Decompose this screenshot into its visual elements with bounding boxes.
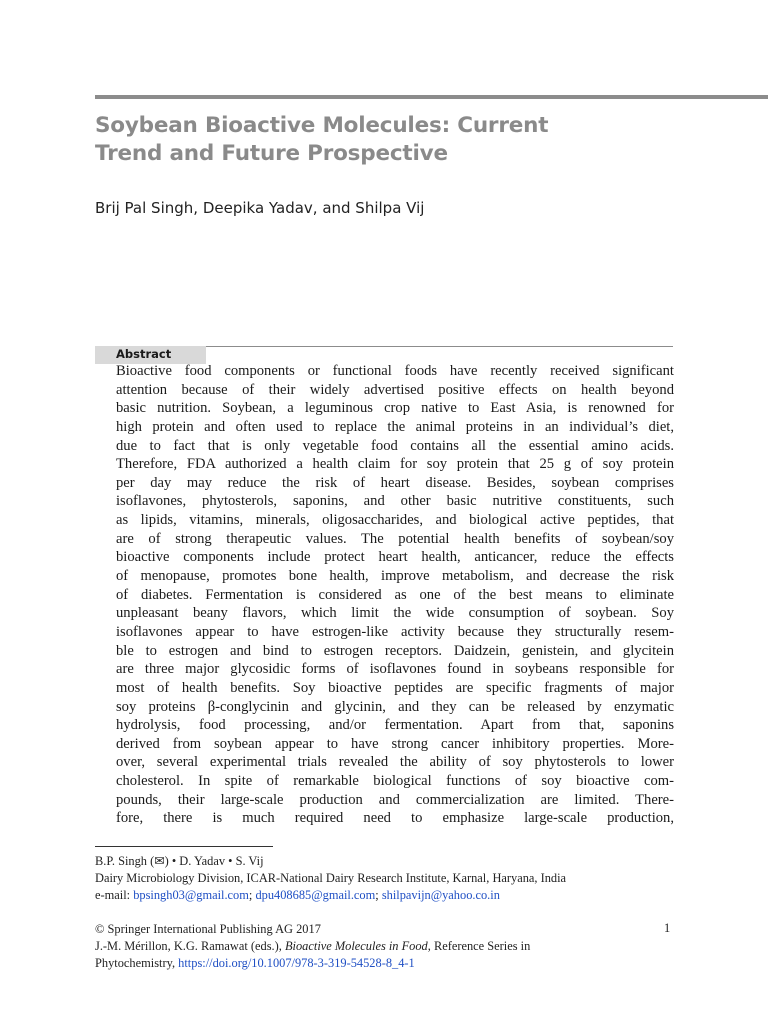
abstract-line: most of health benefits. Soy bioactive peptides are specific fragments of major <box>116 679 674 696</box>
page-number: 1 <box>664 921 671 935</box>
abstract-line: attention because of their widely advertised positive effects on health beyond <box>116 381 674 398</box>
doi-link[interactable]: https://doi.org/10.1007/978-3-319-54528-8_4-1 <box>178 956 415 970</box>
footnote-names: B.P. Singh (✉) • D. Yadav • S. Vij <box>95 854 264 868</box>
abstract-line: isoflavones, phytosterols, saponins, and other basic nutritive constituents, such <box>116 493 674 510</box>
footnote-emails <box>95 887 566 904</box>
author-footnote <box>95 853 566 904</box>
title-line-2: Trend and Future Prospective <box>95 141 448 166</box>
abstract-line: isoflavones appear to have estrogen-like activity because they structurally resem- <box>116 623 674 640</box>
top-rule <box>95 95 768 99</box>
abstract-line: over, several experimental trials revealed the ability of soy phytosterols to lower <box>116 754 674 771</box>
email-sep-2: ; <box>375 888 382 902</box>
abstract-line: as lipids, vitamins, minerals, oligosaccharides, and biological active peptides, that <box>116 512 674 529</box>
abstract-line: Bioactive food components or functional foods have recently received significant <box>116 363 674 379</box>
email-link-2[interactable]: dpu408685@gmail.com <box>255 888 376 902</box>
footnote-affiliation: Dairy Microbiology Division, ICAR-National Dairy Research Institute, Karnal, Haryana, India <box>95 871 567 885</box>
abstract-line: hydrolysis, food processing, and/or fermentation. Apart from that, saponins <box>116 717 674 734</box>
abstract-line: are of strong therapeutic values. The potential health benefits of soybean/soy <box>116 530 674 547</box>
abstract-line: ble to estrogen and bind to estrogen receptors. Daidzein, genistein, and glycitein <box>116 642 674 659</box>
series-name: Phytochemistry, <box>95 956 179 970</box>
authors: Brij Pal Singh, Deepika Yadav, and Shilpa Vij <box>95 199 425 217</box>
editors: J.-M. Mérillon, K.G. Ramawat (eds.), <box>95 939 285 953</box>
title-line-1: Soybean Bioactive Molecules: Current <box>95 113 549 138</box>
book-title: Bioactive Molecules in Food <box>284 939 428 953</box>
abstract-line: high protein and often used to replace the animal proteins in an individual’s diet, <box>116 418 674 435</box>
abstract-line: soy proteins β-conglycinin and glycinin, and they can be released by enzymatic <box>116 698 674 715</box>
citation-line-1 <box>95 938 530 955</box>
series-suffix: , Reference Series in <box>427 939 531 953</box>
abstract-line: due to fact that is only vegetable food contains all the essential amino acids. <box>116 437 674 454</box>
chapter-title <box>95 112 655 168</box>
email-sep-1: ; <box>248 888 256 902</box>
citation-line-2 <box>95 955 530 972</box>
publication-info <box>95 921 530 972</box>
abstract-line: basic nutrition. Soybean, a leguminous crop native to East Asia, is renowned for <box>116 400 674 417</box>
email-link-3[interactable]: shilpavijn@yahoo.co.in <box>381 888 500 902</box>
abstract-line: cholesterol. In spite of remarkable biological functions of soy bioactive com- <box>116 773 674 790</box>
email-link-1[interactable]: bpsingh03@gmail.com <box>133 888 249 902</box>
abstract-line: bioactive components include protect heart health, anticancer, reduce the effects <box>116 549 674 566</box>
abstract-line: Therefore, FDA authorized a health claim for soy protein that 25 g of soy protein <box>116 456 674 473</box>
abstract-line: unpleasant beany flavors, which limit the wide consumption of soybean. Soy <box>116 605 674 622</box>
abstract-line: fore, there is much required need to emphasize large-scale production, <box>116 810 674 827</box>
footnote-rule <box>95 846 273 847</box>
abstract-line: of diabetes. Fermentation is considered as one of the best means to eliminate <box>116 586 674 603</box>
abstract-body <box>116 362 674 828</box>
abstract-line: pounds, their large-scale production and commercialization are limited. There- <box>116 791 674 808</box>
abstract-label: Abstract <box>116 347 172 361</box>
abstract-line: of menopause, promotes bone health, improve metabolism, and decrease the risk <box>116 568 674 585</box>
email-label: e-mail: <box>95 888 134 902</box>
abstract-line: per day may reduce the risk of heart disease. Besides, soybean comprises <box>116 474 674 491</box>
abstract-line: derived from soybean appear to have strong cancer inhibitory properties. More- <box>116 735 674 752</box>
abstract-line: are three major glycosidic forms of isoflavones found in soybeans responsible for <box>116 661 674 678</box>
abstract-rule <box>206 346 673 347</box>
copyright: © Springer International Publishing AG 2017 <box>95 922 321 936</box>
